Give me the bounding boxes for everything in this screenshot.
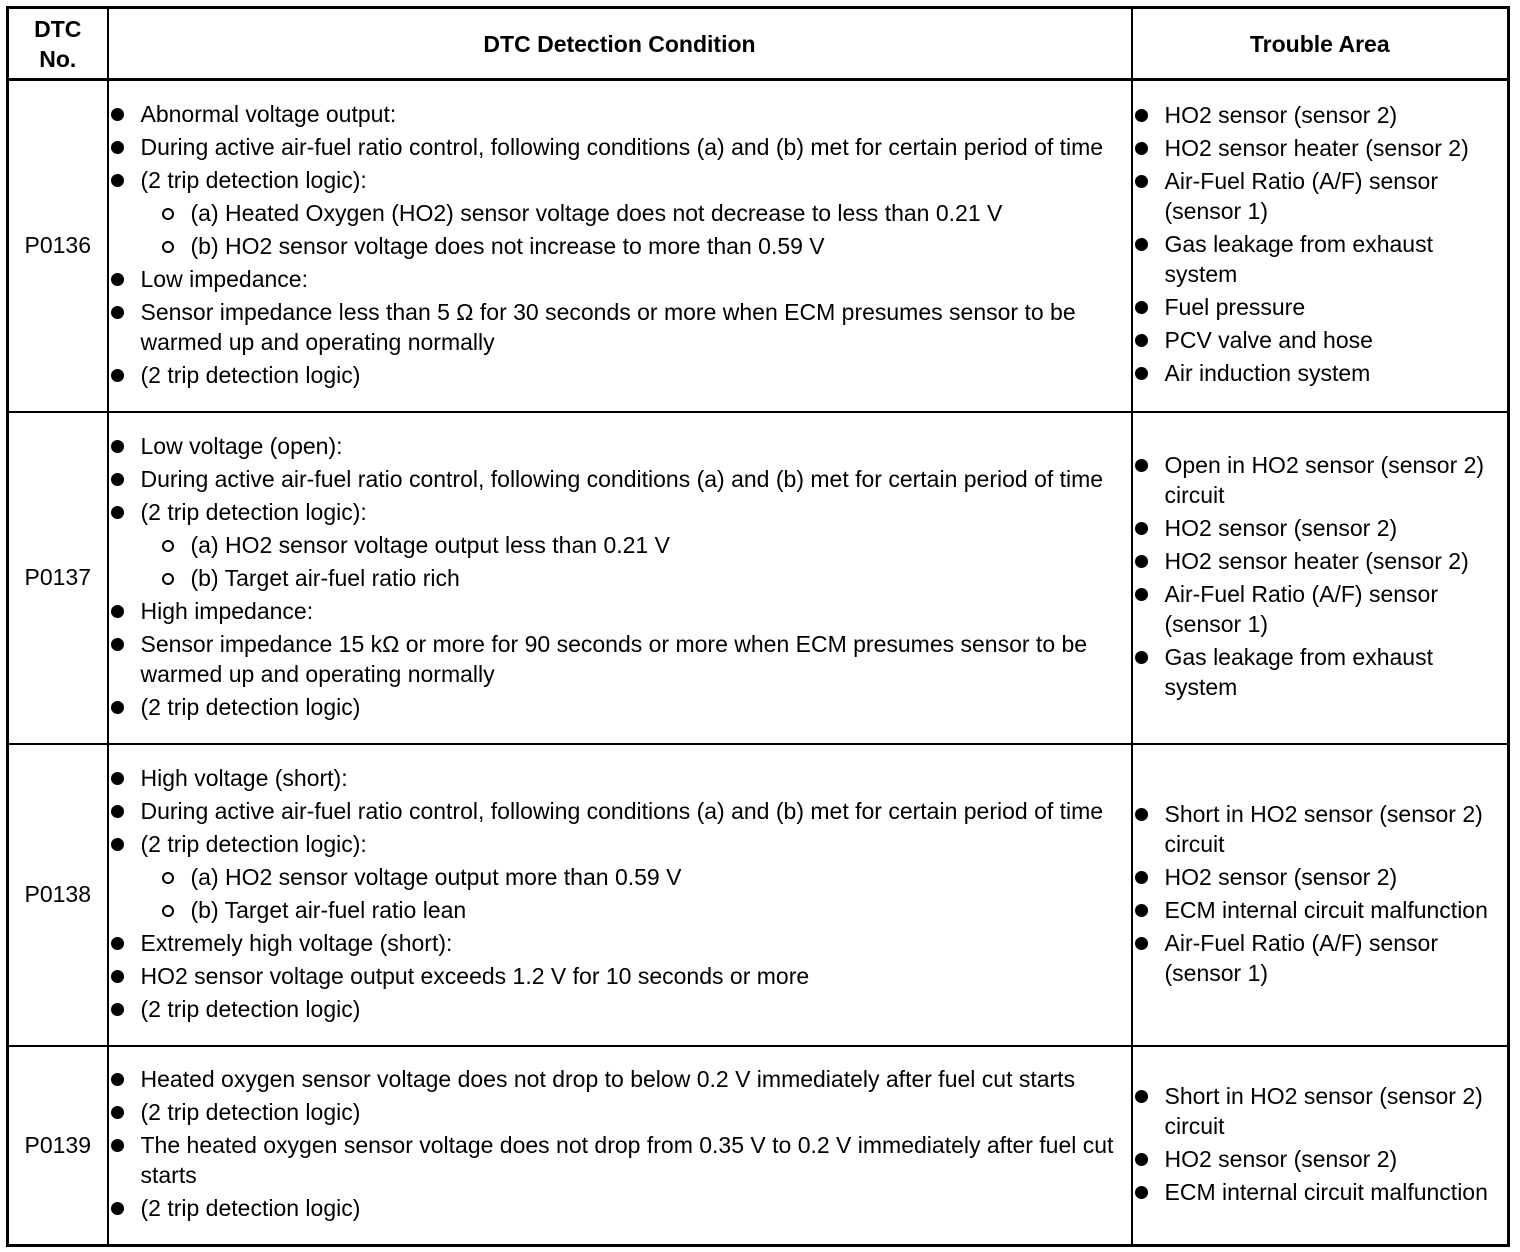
dtc-code: P0136 xyxy=(8,80,108,412)
condition-item: High impedance: xyxy=(109,596,1131,626)
condition-item: During active air-fuel ratio control, following conditions (a) and (b) met for certain period of time xyxy=(109,132,1131,162)
detection-condition-cell xyxy=(108,80,1132,412)
trouble-area-item: HO2 sensor heater (sensor 2) xyxy=(1133,546,1508,576)
dtc-code: P0139 xyxy=(8,1046,108,1246)
trouble-area-item: Gas leakage from exhaust system xyxy=(1133,229,1508,289)
trouble-area-item: Gas leakage from exhaust system xyxy=(1133,642,1508,702)
table-body xyxy=(8,80,1509,1246)
trouble-area-list xyxy=(1133,450,1508,702)
trouble-area-item: Open in HO2 sensor (sensor 2) circuit xyxy=(1133,450,1508,510)
table-row xyxy=(8,412,1509,744)
trouble-area-item: Fuel pressure xyxy=(1133,292,1508,322)
condition-item: During active air-fuel ratio control, following conditions (a) and (b) met for certain period of time xyxy=(109,796,1131,826)
trouble-area-item: Air-Fuel Ratio (A/F) sensor (sensor 1) xyxy=(1133,166,1508,226)
detection-condition-cell xyxy=(108,412,1132,744)
trouble-area-item: Short in HO2 sensor (sensor 2) circuit xyxy=(1133,1081,1508,1141)
condition-item: Extremely high voltage (short): xyxy=(109,928,1131,958)
condition-item: Abnormal voltage output: xyxy=(109,99,1131,129)
trouble-area-item: HO2 sensor (sensor 2) xyxy=(1133,1144,1508,1174)
condition-item: HO2 sensor voltage output exceeds 1.2 V for 10 seconds or more xyxy=(109,961,1131,991)
condition-item: (2 trip detection logic): xyxy=(109,165,1131,195)
table-row xyxy=(8,744,1509,1046)
condition-item: (2 trip detection logic) xyxy=(109,1097,1131,1127)
detection-condition-cell xyxy=(108,1046,1132,1246)
trouble-area-cell xyxy=(1132,744,1509,1046)
condition-item: Sensor impedance 15 kΩ or more for 90 seconds or more when ECM presumes sensor to be warmed up and operating normally xyxy=(109,629,1131,689)
condition-list xyxy=(109,431,1131,722)
trouble-area-item: HO2 sensor (sensor 2) xyxy=(1133,100,1508,130)
trouble-area-list xyxy=(1133,1081,1508,1207)
trouble-area-item: ECM internal circuit malfunction xyxy=(1133,895,1508,925)
trouble-area-item: Air-Fuel Ratio (A/F) sensor (sensor 1) xyxy=(1133,928,1508,988)
trouble-area-list xyxy=(1133,799,1508,988)
trouble-area-item: ECM internal circuit malfunction xyxy=(1133,1177,1508,1207)
condition-item: (2 trip detection logic) xyxy=(109,1193,1131,1223)
dtc-code: P0138 xyxy=(8,744,108,1046)
condition-item: (2 trip detection logic) xyxy=(109,360,1131,390)
table-row xyxy=(8,1046,1509,1246)
condition-item: (2 trip detection logic) xyxy=(109,692,1131,722)
header-dtc-no xyxy=(8,8,108,80)
header-dtc-no-label: DTC No. xyxy=(34,15,82,72)
trouble-area-item: HO2 sensor (sensor 2) xyxy=(1133,862,1508,892)
trouble-area-cell xyxy=(1132,1046,1509,1246)
condition-item: Low impedance: xyxy=(109,264,1131,294)
table-header xyxy=(8,8,1509,80)
trouble-area-list xyxy=(1133,100,1508,388)
trouble-area-item: Air-Fuel Ratio (A/F) sensor (sensor 1) xyxy=(1133,579,1508,639)
condition-list xyxy=(109,99,1131,390)
trouble-area-cell xyxy=(1132,412,1509,744)
condition-item: Low voltage (open): xyxy=(109,431,1131,461)
condition-sub-item: (a) HO2 sensor voltage output less than 0.21 V xyxy=(109,530,1131,560)
trouble-area-cell xyxy=(1132,80,1509,412)
trouble-area-item: PCV valve and hose xyxy=(1133,325,1508,355)
trouble-area-item: HO2 sensor heater (sensor 2) xyxy=(1133,133,1508,163)
header-row xyxy=(8,8,1509,80)
condition-item: The heated oxygen sensor voltage does not drop from 0.35 V to 0.2 V immediately after fuel cut starts xyxy=(109,1130,1131,1190)
table-row xyxy=(8,80,1509,412)
condition-sub-item: (a) HO2 sensor voltage output more than 0.59 V xyxy=(109,862,1131,892)
condition-item: During active air-fuel ratio control, following conditions (a) and (b) met for certain period of time xyxy=(109,464,1131,494)
trouble-area-item: HO2 sensor (sensor 2) xyxy=(1133,513,1508,543)
header-trouble-area: Trouble Area xyxy=(1132,8,1509,80)
condition-sub-item: (b) HO2 sensor voltage does not increase to more than 0.59 V xyxy=(109,231,1131,261)
condition-list xyxy=(109,763,1131,1024)
header-detection-condition: DTC Detection Condition xyxy=(108,8,1132,80)
condition-item: Heated oxygen sensor voltage does not drop to below 0.2 V immediately after fuel cut starts xyxy=(109,1064,1131,1094)
condition-list xyxy=(109,1064,1131,1223)
condition-sub-item: (b) Target air-fuel ratio lean xyxy=(109,895,1131,925)
condition-item: (2 trip detection logic) xyxy=(109,994,1131,1024)
condition-sub-item: (a) Heated Oxygen (HO2) sensor voltage does not decrease to less than 0.21 V xyxy=(109,198,1131,228)
condition-item: (2 trip detection logic): xyxy=(109,497,1131,527)
condition-sub-item: (b) Target air-fuel ratio rich xyxy=(109,563,1131,593)
trouble-area-item: Short in HO2 sensor (sensor 2) circuit xyxy=(1133,799,1508,859)
condition-item: High voltage (short): xyxy=(109,763,1131,793)
detection-condition-cell xyxy=(108,744,1132,1046)
condition-item: Sensor impedance less than 5 Ω for 30 seconds or more when ECM presumes sensor to be warmed up and operating normally xyxy=(109,297,1131,357)
condition-item: (2 trip detection logic): xyxy=(109,829,1131,859)
dtc-code: P0137 xyxy=(8,412,108,744)
trouble-area-item: Air induction system xyxy=(1133,358,1508,388)
dtc-table xyxy=(6,6,1510,1247)
